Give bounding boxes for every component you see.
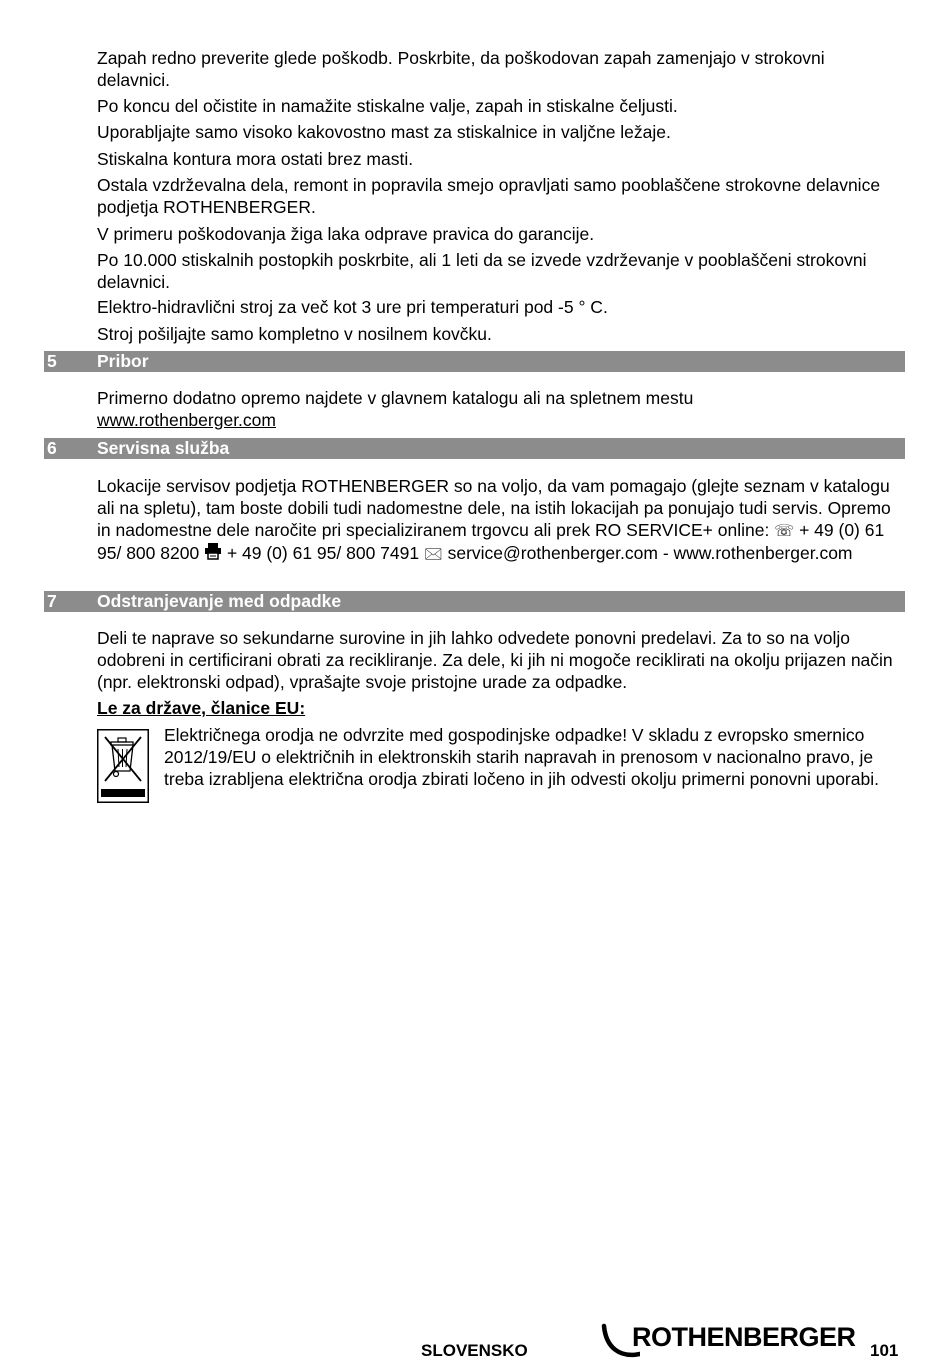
maintenance-paragraph-7: Po 10.000 stiskalnih postopkih poskrbite, ali 1 leti da se izvede vzdrževanje v pooblaščeni strokovni delavnici. [97, 250, 867, 292]
maintenance-paragraph-2: Po koncu del očistite in namažite stiskalne valje, zapah in stiskalne čeljusti. [97, 96, 678, 116]
accessories-website-link[interactable]: www.rothenberger.com [97, 410, 276, 430]
section-header-accessories [44, 351, 905, 372]
service-phone[interactable]: + 49 (0) 61 95/ 800 8200 [97, 520, 885, 563]
maintenance-paragraph-8: Elektro-hidravlični stroj za več kot 3 ure pri temperaturi pod -5 ° C. [97, 297, 608, 317]
accessories-paragraph [97, 387, 897, 431]
disposal-paragraph: Deli te naprave so sekundarne surovine in jih lahko odvedete ponovni predelavi. Za to so na voljo odobreni in certificirani obrati za recikliranje. Za dele, ki jih ni mogoče reciklirati na okolju prijazen način (npr. elektronski odpad), vprašajte svoje pristojne urade za odpadke. [97, 628, 893, 692]
section-number: 6 [47, 438, 57, 458]
maintenance-paragraph-3: Uporabljajte samo visoko kakovostno mast za stiskalnice in valjčne ležaje. [97, 122, 671, 142]
eu-heading: Le za države, članice EU: [97, 698, 306, 718]
section-number: 5 [47, 351, 57, 371]
eu-disposal-text: Električnega orodja ne odvrzite med gospodinjske odpadke! V skladu z evropsko smernico 2012/19/EU o električnih in elektronskih starih napravah in prenosom v nacionalno pravo, je treba izrabljena električna orodja zbirati ločeno in jih odvesti okolju primerni ponovni uporabi. [164, 725, 879, 789]
maintenance-paragraph-4: Stiskalna kontura mora ostati brez masti. [97, 149, 414, 169]
section-title: Odstranjevanje med odpadke [97, 591, 342, 611]
section-title: Pribor [97, 351, 149, 371]
service-paragraph [97, 475, 897, 565]
maintenance-paragraph-1: Zapah redno preverite glede poškodb. Poskrbite, da poškodovan zapah zamenjajo v strokovni delavnici. [97, 48, 825, 90]
accessories-text: Primerno dodatno opremo najdete v glavnem katalogu ali na spletnem mestu [97, 388, 694, 408]
fax-icon [204, 542, 222, 565]
section-header-service [44, 438, 905, 459]
footer-language: SLOVENSKO [421, 1341, 528, 1360]
phone-icon: ☏ [774, 521, 795, 540]
maintenance-paragraph-6: V primeru poškodovanja žiga laka odprave pravica do garancije. [97, 224, 595, 244]
service-email[interactable]: service@rothenberger.com - [447, 543, 669, 563]
crossed-out-wheelie-bin-icon [97, 729, 149, 803]
envelope-icon: 🖂 [423, 544, 443, 563]
section-header-disposal [44, 591, 905, 612]
logo-wordmark: ROTHENBERGER [632, 1322, 856, 1352]
maintenance-paragraph-5: Ostala vzdrževalna dela, remont in popravila smejo opravljati samo pooblaščene strokovne delavnice podjetja ROTHENBERGER. [97, 175, 881, 217]
section-number: 7 [47, 591, 57, 611]
rothenberger-logo [600, 1322, 856, 1358]
service-website[interactable]: www.rothenberger.com [673, 543, 853, 563]
service-fax: + 49 (0) 61 95/ 800 7491 [226, 543, 420, 563]
maintenance-paragraph-9: Stroj pošiljajte samo kompletno v nosilnem kovčku. [97, 324, 492, 344]
service-text: Lokacije servisov podjetja ROTHENBERGER so na voljo, da vam pomagajo (glejte seznam v katalogu ali na spletu), tam boste dobili tudi nadomestne dele, na istih lokacijah pa ponujajo tudi servis. Opremo in nadomestne dele naročite pri specializiranem trgovcu ali prek RO SERVICE+ online: [97, 476, 891, 540]
section-title: Servisna služba [97, 438, 230, 458]
page-number: 101 [870, 1341, 899, 1360]
